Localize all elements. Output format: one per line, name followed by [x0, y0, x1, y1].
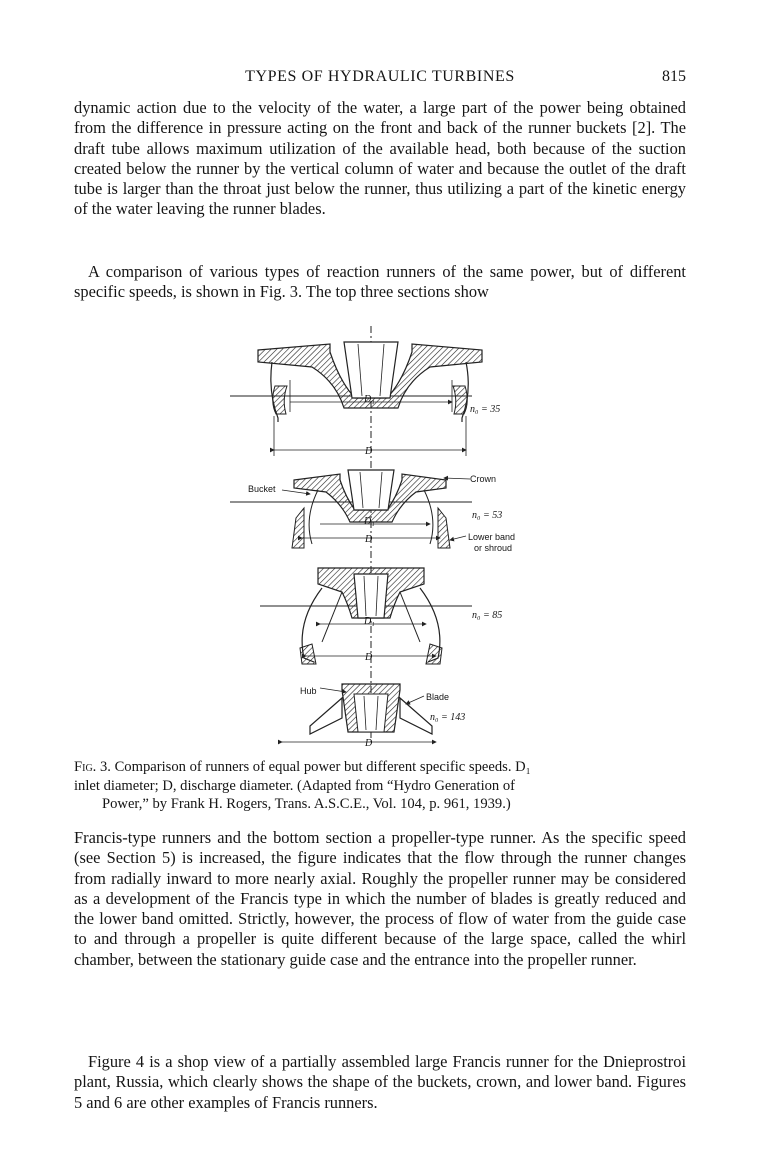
runner-section-4 — [282, 684, 465, 749]
paragraph-figure-4: Figure 4 is a shop view of a partially assembled large Francis runner for the Dnieprostroi plant, Russia, which clearly shows the shape of the buckets, crown, and lower band. Figures 5 and 6 are other examples of Francis runners. — [74, 1052, 686, 1112]
inlet-diameter-label-2: D₁ — [364, 516, 375, 527]
discharge-diameter-label-1: D — [365, 446, 373, 457]
shroud-label: or shroud — [474, 543, 513, 553]
caption-line-3: Power,” by Frank H. Rogers, Trans. A.S.C.E., Vol. 104, p. 961, 1939.) — [102, 796, 511, 812]
hub-label: Hub — [300, 686, 317, 696]
page-header — [74, 68, 686, 92]
discharge-diameter-label-4: D — [365, 738, 373, 749]
runner-section-1 — [230, 342, 500, 457]
inlet-diameter-label-1: D₁ — [364, 394, 375, 405]
runner-section-2 — [230, 470, 515, 553]
paragraph-comparison: A comparison of various types of reaction runners of the same power, but of different specific speeds, is shown in Fig. 3. The top three sections show — [74, 262, 686, 302]
discharge-diameter-label-3: D — [365, 652, 373, 663]
runner-section-3 — [260, 568, 502, 664]
running-title: TYPES OF HYDRAULIC TURBINES — [245, 68, 515, 85]
lower-band-label: Lower band — [468, 532, 516, 542]
blade-label: Blade — [426, 692, 450, 702]
crown-label: Crown — [470, 474, 497, 484]
figure-caption — [74, 758, 686, 814]
specific-speed-label-3: n₀ = 85 — [472, 610, 503, 621]
paragraph-continued: dynamic action due to the velocity of the water, a large part of the power being obtained from the difference in pressure acting on the front and back of the runner buckets [2]. The draft tube allows maximum utilization of the available head, both because of the suction created below the runner by the vertical column of water and because the outlet of the draft tube is larger than the throat just below the runner, thus utilizing a part of the kinetic energy of the water leaving the runner blades. — [74, 98, 686, 219]
specific-speed-label-2: n₀ = 53 — [472, 510, 503, 521]
discharge-diameter-label-2: D — [365, 534, 373, 545]
caption-line-2: inlet diameter; D, discharge diameter. (Adapted from “Hydro Generation of — [74, 777, 516, 794]
caption-figure-tag: Fig. 3. — [74, 759, 111, 775]
caption-line-1 — [74, 758, 686, 777]
runner-diagram — [230, 322, 520, 754]
paragraph-francis-propeller: Francis-type runners and the bottom section a propeller-type runner. As the specific speed (see Section 5) is increased, the figure indicates that the flow through the runner changes from radially inward to more nearly axial. Roughly the propeller runner may be considered as a development of the Francis type in which the number of blades is greatly reduced and the lower band omitted. Strictly, however, the process of flow of water from the guide case to and through a propeller is quite different because of the large space, called the whirl chamber, between the stationary guide case and the entrance into the propeller runner. — [74, 828, 686, 969]
page-number: 815 — [662, 68, 686, 85]
inlet-diameter-label-3: D₁ — [364, 616, 375, 627]
bucket-label: Bucket — [248, 484, 276, 494]
figure-runner-comparison — [230, 322, 520, 754]
caption-line-1-text: Comparison of runners of equal power but different specific speeds. D₁ — [114, 759, 531, 775]
specific-speed-label-1: n₀ = 35 — [470, 404, 501, 415]
specific-speed-label-4: n₀ = 143 — [430, 712, 466, 723]
